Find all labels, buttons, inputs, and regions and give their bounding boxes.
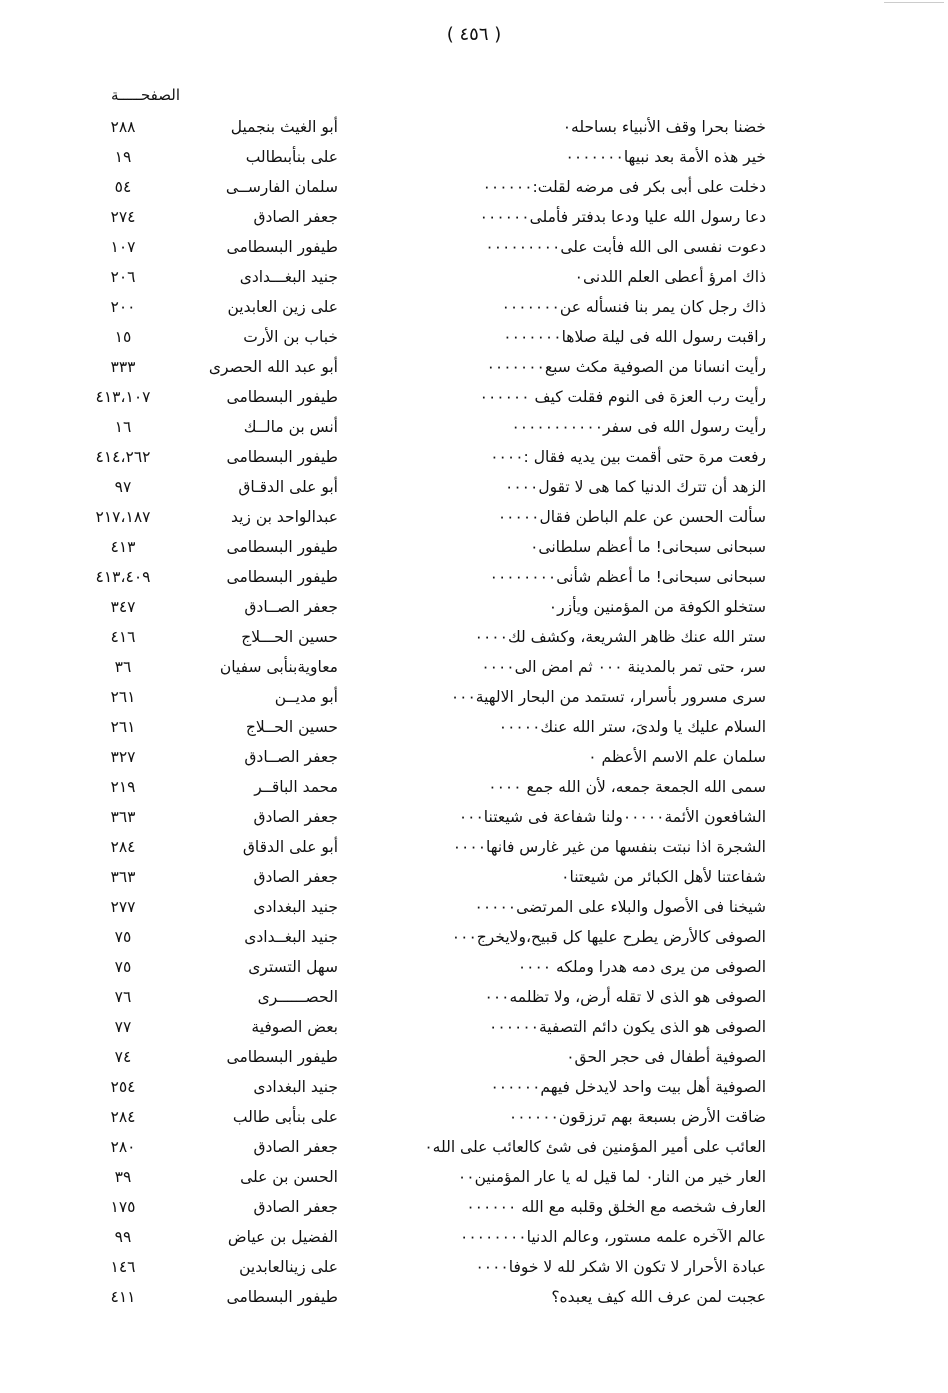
speaker-name: على زينالعابدين (239, 1258, 338, 1276)
saying-text: خير هذه الأمة بعد نبيها٠٠٠٠٠٠٠ (565, 148, 766, 166)
page-reference: ٤١٦ (110, 628, 136, 646)
saying-text: شيخنا فى الأصول والبلاء على المرتضى٠٠٠٠٠ (474, 898, 766, 916)
speaker-name: طيفور البسطامى (226, 448, 338, 466)
speaker-name: جعفر الصادق (253, 868, 338, 886)
page-reference: ٢٦١ (110, 718, 136, 736)
saying-text: عجبت لمن عرف الله كيف يعبده؟ (551, 1288, 766, 1306)
table-row (0, 412, 948, 442)
page-reference: ٢٨٤ (110, 1108, 136, 1126)
page-reference: ٧٥ (114, 958, 132, 976)
speaker-name: جنيد البغـــدادى (239, 268, 338, 286)
table-row (0, 1282, 948, 1312)
table-row (0, 832, 948, 862)
table-row (0, 862, 948, 892)
speaker-name: سلمان الفارســى (225, 178, 338, 196)
speaker-name: طيفور البسطامى (226, 1288, 338, 1306)
speaker-name: أبو على الدقاق (242, 838, 338, 856)
speaker-name: جنيد البغدادى (253, 1078, 338, 1096)
page-reference: ٢٠٦ (110, 268, 136, 286)
speaker-name: جعفر الصــادق (244, 598, 338, 616)
table-row (0, 1102, 948, 1132)
speaker-name: خباب بن الأرت (243, 328, 338, 346)
table-row (0, 1222, 948, 1252)
saying-text: رأيت انسانا من الصوفية مكث سبع٠٠٠٠٠٠٠ (486, 358, 766, 376)
table-row (0, 382, 948, 412)
speaker-name: على بنأبى طالب (232, 1108, 338, 1126)
speaker-name: حسين الحــلاج (245, 718, 338, 736)
speaker-name: جعفر الصادق (253, 208, 338, 226)
saying-text: الشافعون الأئمة٠٠٠٠٠ولنا شفاعة فى شيعتنا٠٠٠ (458, 808, 766, 826)
page-reference: ٤١٣،٤٠٩ (95, 568, 151, 586)
saying-text: الصوفية أهل بيت واحد لايدخل فيهم٠٠٠٠٠٠ (490, 1078, 766, 1096)
table-row (0, 292, 948, 322)
table-row (0, 652, 948, 682)
table-row (0, 742, 948, 772)
table-row (0, 922, 948, 952)
table-row (0, 322, 948, 352)
saying-text: الصوفى هو الذى لا تقله أرض، ولا تظلمه٠٠٠ (484, 988, 766, 1006)
saying-text: دخلت على أبى بكر فى مرضه لقلت:٠٠٠٠٠٠ (482, 178, 766, 196)
page-reference: ٢٨٠ (110, 1138, 136, 1156)
page-reference: ٧٧ (114, 1018, 132, 1036)
saying-text: سرى مسرور بأسرار، تستمد من البحار الالهية٠٠٠ (450, 688, 766, 706)
saying-text: العائب على أمير المؤمنين فى شئ كالعائب على الله٠ (424, 1138, 766, 1156)
speaker-name: جعفر الصادق (253, 1138, 338, 1156)
page-reference: ١٥ (114, 328, 132, 346)
page-reference: ٢١٧،١٨٧ (95, 508, 151, 526)
saying-text: شفاعتنا لأهل الكبائر من شيعتنا٠ (561, 868, 766, 886)
speaker-name: معاويةبنأبى سفيان (219, 658, 338, 676)
page-reference: ٢١٩ (110, 778, 136, 796)
page-reference: ١٩ (114, 148, 132, 166)
table-row (0, 1042, 948, 1072)
table-row (0, 592, 948, 622)
speaker-name: جعفر الصــادق (244, 748, 338, 766)
speaker-name: عبدالواحد بن زيد (230, 508, 338, 526)
speaker-name: جنيد البغــدادى (244, 928, 338, 946)
speaker-name: جنيد البغدادى (253, 898, 338, 916)
table-row (0, 952, 948, 982)
speaker-name: طيفور البسطامى (226, 538, 338, 556)
page-reference: ٩٩ (114, 1228, 132, 1246)
page-reference: ٣٢٧ (110, 748, 136, 766)
table-row (0, 1192, 948, 1222)
page-reference: ٧٤ (114, 1048, 132, 1066)
saying-text: راقبت رسول الله فى ليلة صلاها٠٠٠٠٠٠٠ (503, 328, 766, 346)
saying-text: السلام عليك يا ولدىَ، ستر الله عنك٠٠٠٠٠ (498, 718, 766, 736)
saying-text: سر، حتى تمر بالمدينة ٠٠٠ ثم امض الى٠٠٠٠ (481, 658, 766, 676)
table-row (0, 712, 948, 742)
table-row (0, 172, 948, 202)
page-reference: ٢٨٨ (110, 118, 136, 136)
table-row (0, 112, 948, 142)
saying-text: الشجرة اذا نبتت بنفسها من غير غارس فانها٠٠٠٠ (452, 838, 766, 856)
saying-text: عالم الآخره علمه مستور، وعالم الدنيا٠٠٠٠٠٠٠٠ (460, 1228, 766, 1246)
page-reference: ٣٦٣ (110, 868, 136, 886)
table-row (0, 262, 948, 292)
table-row (0, 1012, 948, 1042)
table-row (0, 1072, 948, 1102)
speaker-name: طيفور البسطامى (226, 238, 338, 256)
page-number: ( ٤٥٦ ) (446, 24, 502, 45)
speaker-name: أبو مديــن (274, 688, 338, 706)
saying-text: سلمان علم الاسم الأعظم ٠ (588, 748, 766, 766)
speaker-name: الفضيل بن عياض (227, 1228, 338, 1246)
saying-text: ستخلو الكوفة من المؤمنين ويأزر٠ (548, 598, 766, 616)
saying-text: خضنا بحرا وقف الأنبياء بساحله٠ (562, 118, 766, 136)
page-reference: ٧٥ (114, 928, 132, 946)
table-row (0, 1132, 948, 1162)
saying-text: سألت الحسن عن علم الباطن فقال٠٠٠٠٠ (497, 508, 766, 526)
saying-text: سبحانى سبحانى! ما أعظم شأنى٠٠٠٠٠٠٠٠ (489, 568, 766, 586)
saying-text: رأيت رسول الله فى سفر٠٠٠٠٠٠٠٠٠٠٠ (511, 418, 766, 436)
table-row (0, 1162, 948, 1192)
speaker-name: أبو على الدقـاق (238, 478, 338, 496)
page-reference: ٣٦٣ (110, 808, 136, 826)
speaker-name: الحصــــــرى (257, 988, 338, 1006)
page-reference: ٣٣٣ (110, 358, 136, 376)
table-row (0, 142, 948, 172)
speaker-name: طيفور البسطامى (226, 388, 338, 406)
saying-text: دعوت نفسى الى الله فأبت على٠٠٠٠٠٠٠٠٠ (485, 238, 766, 256)
saying-text: سبحانى سبحانى! ما أعظم سلطانى٠ (530, 538, 766, 556)
speaker-name: أنس بن مالــك (243, 418, 338, 436)
saying-text: سمى الله الجمعة جمعه، لأن الله جمع ٠٠٠٠ (488, 778, 766, 796)
page-reference: ٢٥٤ (110, 1078, 136, 1096)
table-row (0, 232, 948, 262)
page-reference: ١٤٦ (110, 1258, 136, 1276)
table-row (0, 682, 948, 712)
page-reference: ٢٧٤ (110, 208, 136, 226)
saying-text: ستر الله عنك ظاهر الشريعة، وكشف لك٠٠٠٠ (474, 628, 766, 646)
speaker-name: سهل التسترى (248, 958, 338, 976)
table-row (0, 202, 948, 232)
table-row (0, 472, 948, 502)
page-reference: ٥٤ (114, 178, 132, 196)
saying-text: العارف شخصه مع الخلق وقلبه مع الله ٠٠٠٠٠٠ (466, 1198, 766, 1216)
saying-text: الزهد أن تترك الدنيا كما هى لا تقول٠٠٠٠ (505, 478, 766, 496)
page-reference: ٣٩ (114, 1168, 132, 1186)
saying-text: رأيت رب العزة فى النوم فقلت كيف ٠٠٠٠٠٠ (479, 388, 766, 406)
table-row (0, 892, 948, 922)
speaker-name: الحسن بن على (240, 1168, 338, 1186)
saying-text: رفعت مرة حتى أقمت بين يديه فقال :٠٠٠٠ (490, 448, 766, 466)
saying-text: الصوفى كالأرض يطرح عليها كل قبيح،ولايخرج٠٠٠ (451, 928, 766, 946)
page-reference: ١٠٧ (110, 238, 136, 256)
saying-text: الصوفية أطفال فى حجر الحق٠ (566, 1048, 766, 1066)
saying-text: الصوفى هو الذى يكون دائم التصفية٠٠٠٠٠٠ (489, 1018, 766, 1036)
speaker-name: محمد الباقــر (254, 778, 338, 796)
speaker-name: جعفر الصادق (253, 808, 338, 826)
page-reference: ١٦ (114, 418, 132, 436)
speaker-name: بعض الصوفية (251, 1018, 338, 1036)
saying-text: ضاقت الأرض بسبعة بهم ترزقون٠٠٠٠٠٠ (508, 1108, 766, 1126)
saying-text: دعا رسول الله عليا ودعا بدفتر فأملى٠٠٠٠٠٠ (479, 208, 766, 226)
page-reference: ٤١٣،١٠٧ (95, 388, 151, 406)
page-reference: ٩٧ (114, 478, 132, 496)
page-reference: ٤١٤،٢٦٢ (95, 448, 151, 466)
saying-text: ذاك رجل كان يمر بنا فنسأله عن٠٠٠٠٠٠٠ (501, 298, 766, 316)
table-row (0, 772, 948, 802)
page-reference: ٧٦ (114, 988, 132, 1006)
page-reference: ٣٤٧ (110, 598, 136, 616)
table-row (0, 802, 948, 832)
table-row (0, 442, 948, 472)
speaker-name: أبو الغيث بنجميل (230, 118, 338, 136)
saying-text: ذاك امرؤ أعطى العلم اللدنى٠ (574, 268, 766, 286)
page-reference: ١٧٥ (110, 1198, 136, 1216)
saying-text: العار خير من النار٠ لما قيل له يا عار المؤمنين٠٠ (457, 1168, 766, 1186)
page-reference: ٤١٣ (110, 538, 136, 556)
page-reference: ٢٨٤ (110, 838, 136, 856)
speaker-name: حسين الحـــلاج (241, 628, 338, 646)
table-row (0, 502, 948, 532)
page-reference: ٣٦ (114, 658, 132, 676)
speaker-name: أبو عبد الله الحصرى (208, 358, 338, 376)
speaker-name: طيفور البسطامى (226, 568, 338, 586)
page-reference: ٢٠٠ (110, 298, 136, 316)
table-row (0, 562, 948, 592)
index-table (0, 112, 948, 1312)
scan-edge-mark (884, 2, 944, 3)
page-reference: ٢٦١ (110, 688, 136, 706)
speaker-name: على بنأبىطالب (245, 148, 338, 166)
table-row (0, 622, 948, 652)
speaker-name: جعفر الصادق (253, 1198, 338, 1216)
table-row (0, 982, 948, 1012)
table-row (0, 532, 948, 562)
speaker-name: على زين العابدين (227, 298, 338, 316)
page-column-header: الصفحـــــة (110, 86, 180, 104)
page-reference: ٤١١ (110, 1288, 136, 1306)
table-row (0, 1252, 948, 1282)
speaker-name: طيفور البسطامى (226, 1048, 338, 1066)
page-reference: ٢٧٧ (110, 898, 136, 916)
saying-text: الصوفى من يرى دمه هدرا وملكه ٠٠٠٠ (517, 958, 766, 976)
table-row (0, 352, 948, 382)
saying-text: عبادة الأحرار لا تكون الا شكر لله لا خوفا٠٠٠٠ (475, 1258, 766, 1276)
